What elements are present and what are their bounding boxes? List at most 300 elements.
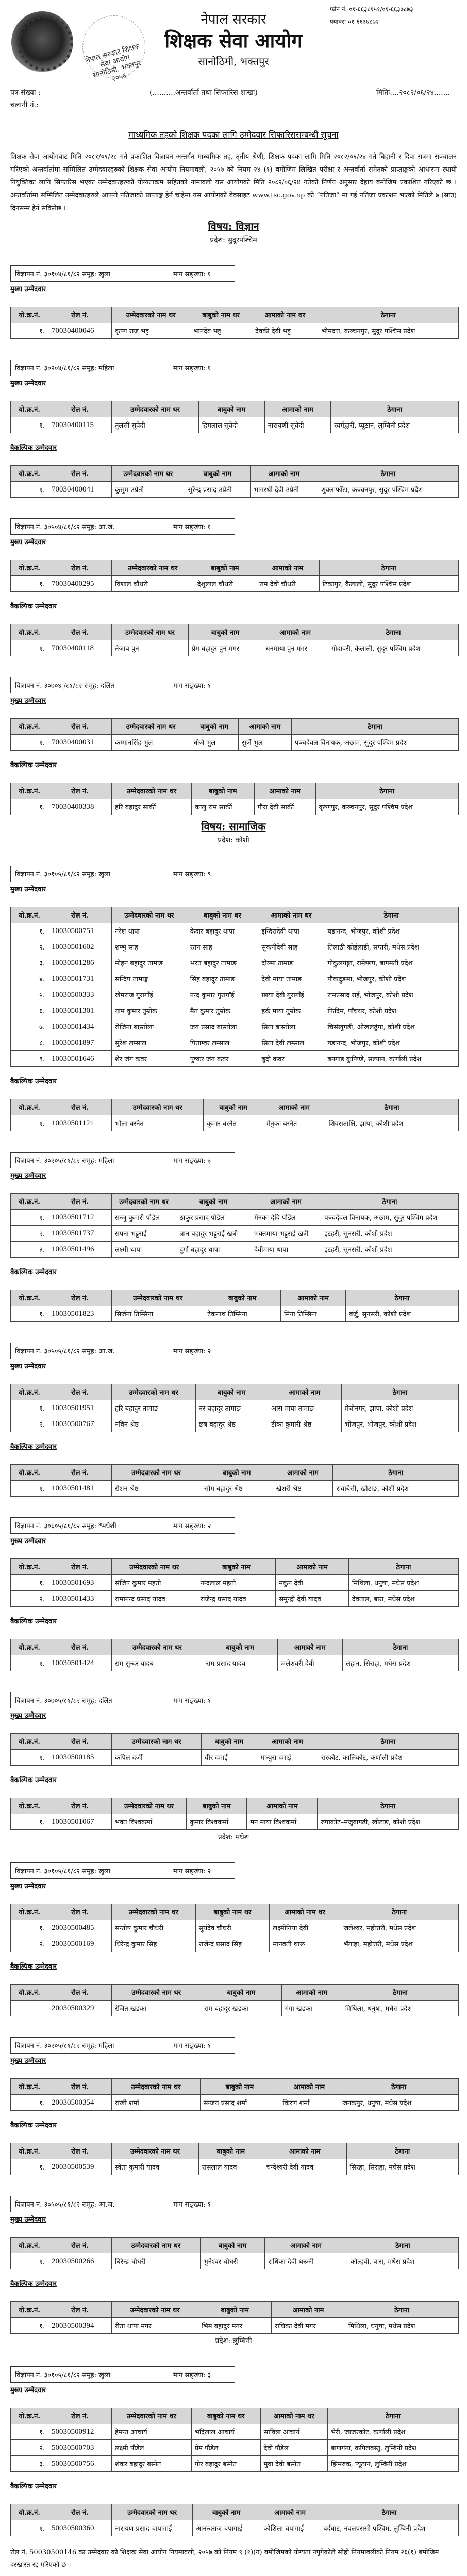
results-container	[0, 219, 467, 2576]
candidate-name: तुलसी सुवेदी	[112, 417, 199, 433]
address: कृष्णपुर, कञ्चनपुर, सुदुर पश्चिम प्रदेश	[315, 799, 458, 815]
column-header: बाबुको नाम	[204, 1290, 281, 1306]
advertisement-box	[10, 265, 235, 282]
table-row	[11, 2095, 459, 2111]
demand-count: माग सङ्ख्या: ३	[173, 2371, 211, 2379]
column-header: आमाको नाम थर	[252, 307, 318, 323]
table-header-row	[11, 1099, 459, 1115]
father-name: प्रेम बहादुर पुन मगर	[188, 640, 262, 656]
advertisement-number: विज्ञापन नं. ३०२०५/८१/८२ समूह: महिला	[11, 2038, 169, 2053]
column-header: रोल नं.	[48, 1639, 112, 1655]
column-header: यो.क्र.नं.	[11, 1384, 48, 1400]
serial-number: ३.	[11, 955, 48, 971]
ref-label: पत्र संख्या :	[10, 89, 41, 97]
candidate-name: रोशन श्रेष्ठ	[112, 1481, 201, 1497]
father-name: कुमार विश्वकर्मा	[187, 1814, 247, 1830]
table-row	[11, 2159, 459, 2175]
main-candidates-label: मुख्य उम्मेदवार	[10, 2386, 46, 2394]
father-name: ठाकुर प्रसाद पौडेल	[176, 1210, 251, 1226]
province-heading: प्रदेश: मधेश	[218, 1833, 249, 1841]
fax-number: फ्याक्स ०१-६६३७८७२	[330, 18, 379, 25]
serial-number: १.	[11, 1400, 48, 1416]
advertisement-box	[10, 518, 235, 535]
mother-name: धनमाया पुन मगर	[262, 640, 328, 656]
father-name: कालु राम सार्की	[192, 799, 255, 815]
address: मिथिला, धनुषा, मधेस प्रदेश	[348, 1575, 458, 1591]
alternate-candidates-label: बैकल्पिक उम्मेदवार	[10, 1776, 57, 1784]
column-header: यो.क्र.नं.	[11, 1985, 48, 2001]
column-header: बाबुको नाम थर	[187, 907, 258, 923]
column-header: उम्मेदवारको नाम थर	[112, 401, 199, 417]
father-name: रासलाल यादव	[198, 2159, 263, 2175]
column-header: उम्मेदवारको नाम थर	[112, 1099, 204, 1115]
serial-number: ६.	[11, 1003, 48, 1019]
address: बनगाड कुपिण्डे, सल्यान, कर्णाली प्रदेश	[324, 1051, 459, 1067]
column-header: ठेगाना	[325, 1099, 459, 1115]
advertisement-number: विज्ञापन नं. ३०२०५/८१/८२ समूह: महिला	[11, 1153, 169, 1168]
serial-number: १.	[11, 2318, 48, 2334]
mother-name: देवीमाया थापा	[251, 1242, 321, 1258]
letterhead	[0, 0, 467, 88]
father-name: हिमलाल सुवेदी	[198, 417, 264, 433]
candidate-name: रंजित खडका	[112, 2001, 201, 2016]
column-header: ठेगाना	[327, 2408, 458, 2424]
mother-name: इन्दिरादेवी थापा	[258, 923, 324, 939]
mother-name: मिना तिम्सिना	[281, 1306, 346, 1322]
column-header: बाबुको नाम	[202, 1734, 257, 1750]
mother-name: समुन्द्री देवी यादव	[276, 1591, 349, 1607]
phone-number: फोन नं. ०१-६६३८१५१/०१-६६३७८७३	[330, 6, 413, 13]
roll-number: 10030501496	[48, 1242, 112, 1258]
candidate-name: सन्तोष कुमार चौधरी	[112, 1920, 196, 1936]
serial-number: ८.	[11, 1035, 48, 1051]
table-row	[11, 1814, 459, 1830]
column-header: ठेगाना	[318, 1734, 458, 1750]
mother-name: लक्ष्मीनिया देवी	[270, 1920, 340, 1936]
column-header: रोल नं.	[48, 2302, 112, 2318]
father-name: कुमार बस्नेत	[204, 1115, 263, 1131]
mother-name: खेशरी श्रेष्ठ	[273, 1481, 333, 1497]
candidate-name: मोहन बहादुर तामाङ	[112, 955, 187, 971]
column-header: रोल नं.	[48, 624, 112, 640]
column-header: यो.क्र.नं.	[11, 1798, 48, 1814]
roll-number: 10030500767	[48, 1416, 112, 1432]
candidate-table	[10, 1733, 459, 1766]
advertisement-box	[10, 360, 235, 376]
column-header: आमाको नाम	[272, 2302, 345, 2318]
column-header: बाबुको नाम	[185, 466, 250, 482]
column-header: उम्मेदवारको नाम थर	[112, 2079, 201, 2095]
address: फिदिम, पाँचथर, कोशी प्रदेश	[324, 1003, 459, 1019]
column-header: यो.क्र.नं.	[11, 1099, 48, 1115]
column-header: ठेगाना	[324, 907, 459, 923]
table-row	[11, 923, 459, 939]
serial-number: ३.	[11, 1242, 48, 1258]
candidate-table	[10, 1558, 459, 1607]
demand-count: माग सङ्ख्या: १	[173, 523, 211, 531]
column-header: रोल नं.	[48, 1290, 112, 1306]
roll-number: 50030500360	[48, 2520, 112, 2536]
candidate-table	[10, 2504, 459, 2536]
serial-number: ३.	[11, 2456, 48, 2472]
address: स्वर्गद्वारी, प्यूठान, लुम्बिनी प्रदेश	[331, 417, 459, 433]
serial-number: ९.	[11, 1051, 48, 1067]
column-header: आमाको नाम	[273, 1465, 333, 1481]
table-row	[11, 482, 459, 498]
mother-name: देवकी देवी भट्ट	[252, 323, 318, 339]
alternate-candidates-label: बैकल्पिक उम्मेदवार	[10, 2280, 57, 2288]
table-row	[11, 1003, 459, 1019]
candidate-name: धिरेन्द्र कुमार सिंह	[112, 1936, 196, 1952]
column-header: रोल नं.	[48, 719, 112, 735]
alternate-candidates-label: बैकल्पिक उम्मेदवार	[10, 1268, 57, 1276]
candidate-table	[10, 2237, 459, 2269]
father-name: राजेन्द्र प्रसाद सिंह	[195, 1936, 269, 1952]
column-header: आमाको नाम	[281, 1290, 346, 1306]
father-name: भानदेव भट्ट	[190, 323, 252, 339]
column-header: ठेगाना	[320, 2504, 459, 2520]
roll-number: 20030500354	[48, 2095, 112, 2111]
column-header: रोल नं.	[48, 1734, 112, 1750]
column-header: रोल नं.	[48, 2504, 112, 2520]
mother-name: देवी पौडेल	[260, 2440, 327, 2456]
table-header-row	[11, 307, 459, 323]
demand-count: माग सङ्ख्या: १	[173, 365, 211, 372]
roll-number: 10030500751	[48, 923, 112, 939]
serial-number: १.	[11, 2520, 48, 2536]
address: शिवसताक्षि, झापा, कोशी प्रदेश	[325, 1115, 459, 1131]
candidate-name: भोला बस्नेत	[112, 1115, 204, 1131]
column-header: उम्मेदवारको नाम थर	[112, 719, 190, 735]
column-header: बाबुको नाम	[176, 1194, 251, 1210]
father-name: राम प्रसाद यादब	[203, 1655, 277, 1671]
roll-number: 70030400046	[48, 323, 112, 339]
table-header-row	[11, 1798, 459, 1814]
address: षडानन्द, भोजपुर, कोशी प्रदेश	[324, 1035, 459, 1051]
column-header: ठेगाना	[340, 1904, 459, 1920]
roll-number: 20030500539	[48, 2159, 112, 2175]
branch-name: (..........अन्तर्वार्ता तथा सिफारिस शाखा)	[149, 89, 258, 97]
column-header: उम्मेदवारको नाम थर	[112, 624, 189, 640]
advertisement-box	[10, 1692, 235, 1708]
table-row	[11, 2520, 459, 2536]
column-header: ठेगाना	[318, 307, 459, 323]
candidate-table	[10, 465, 459, 498]
father-name: जय प्रसाद बास्तोला	[187, 1019, 258, 1035]
candidate-table	[10, 1290, 459, 1322]
roll-number: 10030501301	[48, 1003, 112, 1019]
column-header: रोल नं.	[48, 2143, 112, 2159]
address: बर्जु, सुनसरी, कोशी प्रदेश	[346, 1306, 459, 1322]
roll-number: 70030400338	[48, 799, 112, 815]
column-header: आमाको नाम थर	[260, 2408, 327, 2424]
organization-address: सानोठिमी, भक्तपुर	[198, 55, 269, 67]
table-row	[11, 2253, 459, 2269]
alternate-candidates-label: बैकल्पिक उम्मेदवार	[10, 1618, 57, 1625]
roll-number: 20030500394	[48, 2318, 112, 2334]
candidate-table	[10, 1798, 459, 1830]
column-header: उम्मेदवारको नाम थर	[112, 560, 194, 576]
column-header: उम्मेदवारको नाम थर	[112, 1290, 204, 1306]
candidate-name: शंकर बहादुर बस्नेत	[112, 2456, 192, 2472]
father-name: पुष्कर जंग कवर	[187, 1051, 258, 1067]
candidate-name: नरेश थापा	[112, 923, 187, 939]
column-header: उम्मेदवारको नाम थर	[112, 1639, 203, 1655]
column-header: उम्मेदवारको नाम थर	[112, 307, 190, 323]
mother-name: राधिका देवी थरूनी	[265, 2253, 347, 2269]
column-header: उम्मेदवारको नाम थर	[112, 2408, 192, 2424]
column-header: आमाको नाम	[263, 2143, 346, 2159]
column-header: ठेगाना	[348, 1559, 458, 1575]
candidate-table	[10, 307, 459, 339]
address: इटहरी, सुनसरी, कोशी प्रदेश	[321, 1226, 459, 1242]
father-name: भद्रिलाल आचार्य	[191, 2424, 260, 2440]
candidate-table	[10, 783, 459, 815]
cancellation-note: रोल नं. 50030500146 का उम्मेदवार को शिक्षक सेवा आयोग नियमावली, २०५७ को नियम ९ (१)(ग) बमोजिमको योग्यता नपुगेकोले सोही नियमावलीको नियम २६(१) बमोजिम दरखास्त रद्द गरिएको छ ।	[10, 2549, 439, 2569]
chalani-label: चलानी नं.:	[10, 101, 39, 109]
table-header-row	[11, 2079, 459, 2095]
address: इटहरी, सुनसरी, कोशी प्रदेश	[321, 1242, 459, 1258]
address: भीमदत्त, कञ्चनपुर, सुदुर पश्चिम प्रदेश	[318, 323, 459, 339]
mother-name: राम देवी चौधरी	[256, 576, 319, 592]
demand-count: माग सङ्ख्या: २	[173, 1348, 211, 1355]
candidate-name: नारायण प्रसाद चापागाईं	[112, 2520, 193, 2536]
advertisement-box	[10, 1152, 235, 1168]
serial-number: १.	[11, 1481, 48, 1497]
table-row	[11, 2440, 459, 2456]
address: पौवादुङमा, भोजपुर, कोशी प्रदेश	[324, 971, 459, 987]
column-header: बाबुको नाम	[201, 1985, 282, 2001]
advertisement-number: विज्ञापन नं. ३०७०५/८१/८२ समूह: दलित	[11, 1692, 169, 1708]
column-header: उम्मेदवारको नाम थर	[112, 2238, 201, 2253]
column-header: आमाको नाम	[264, 401, 331, 417]
table-row	[11, 640, 459, 656]
table-row	[11, 987, 459, 1003]
roll-number: 70030400118	[48, 640, 112, 656]
main-candidates-label: मुख्य उम्मेदवार	[10, 1883, 46, 1890]
serial-number: १.	[11, 923, 48, 939]
government-name: नेपाल सरकार	[201, 12, 266, 27]
roll-number: 10030501737	[48, 1226, 112, 1242]
main-candidates-label: मुख्य उम्मेदवार	[10, 697, 46, 705]
address: शुक्लाफाँटा, कञ्चनपुर, सुदुर पश्चिम प्रदेश	[318, 482, 458, 498]
candidate-name: खेमराज गुरागाँई	[112, 987, 187, 1003]
column-header: आमाको नाम	[276, 1559, 349, 1575]
column-header: यो.क्र.नं.	[11, 624, 48, 640]
mother-name: हर्क माया तुम्रोक	[258, 1003, 324, 1019]
mother-name: चन्देश्वरी देवी यादव	[263, 2159, 346, 2175]
column-header: रोल नं.	[48, 1384, 112, 1400]
roll-number: 10030501731	[48, 971, 112, 987]
table-row	[11, 1936, 459, 1952]
candidate-table	[10, 624, 459, 656]
advertisement-box	[10, 866, 235, 882]
table-row	[11, 576, 459, 592]
column-header: उम्मेदवारको नाम थर	[112, 2504, 193, 2520]
serial-number: १.	[11, 1814, 48, 1830]
roll-number: 10030501286	[48, 955, 112, 971]
mother-name: टीका कुमारी श्रेष्ठ	[268, 1416, 342, 1432]
father-name: सिंह बहादुर तामाङ	[187, 971, 258, 987]
column-header: ठेगाना	[341, 1384, 458, 1400]
column-header: बाबुको नाम	[190, 719, 239, 735]
mother-name: मेनका देवि पौडेल	[251, 1210, 321, 1226]
father-name: राम बहादुर खडका	[201, 2001, 282, 2016]
roll-number: 10030501951	[48, 1400, 112, 1416]
roll-number: 50030500912	[48, 2424, 112, 2440]
father-name: भरत बहादुर तामाङ	[187, 955, 258, 971]
roll-number: 10030501897	[48, 1035, 112, 1051]
demand-count: माग सङ्ख्या: ९	[173, 871, 211, 878]
mother-name: भागरथी देवी उप्रेती	[250, 482, 318, 498]
table-header-row	[11, 2143, 459, 2159]
table-row	[11, 1210, 459, 1226]
father-name: केदार बहादुर थापा	[187, 923, 258, 939]
table-header-row	[11, 1734, 459, 1750]
candidate-table	[10, 1904, 459, 1952]
table-header-row	[11, 1639, 459, 1655]
roll-number: 10030501646	[48, 1051, 112, 1067]
table-row	[11, 1655, 459, 1671]
roll-number: 10030500333	[48, 987, 112, 1003]
subject-heading: विषय: विज्ञान	[208, 220, 259, 232]
column-header: उम्मेदवारको नाम थर	[112, 1985, 201, 2001]
column-header: यो.क्र.नं.	[11, 307, 48, 323]
candidate-name: कृष्ण राज भट्ट	[112, 323, 190, 339]
table-header-row	[11, 1985, 459, 2001]
table-row	[11, 1591, 459, 1607]
alternate-candidates-label: बैकल्पिक उम्मेदवार	[10, 761, 57, 769]
address: भँगाहा, महोत्तरी, मधेस प्रदेश	[340, 1936, 459, 1952]
address: मेचीनगर, झापा, कोशी प्रदेश	[341, 1400, 458, 1416]
mother-name: कौशिला चपागाई	[260, 2520, 320, 2536]
candidate-name: हरि बहादुर सार्की	[112, 799, 192, 815]
column-header: आमाको नाम	[254, 783, 315, 799]
column-header: उम्मेदवारको नाम थर	[112, 1384, 196, 1400]
column-header: ठेगाना	[346, 1290, 459, 1306]
column-header: आमाको नाम	[260, 2504, 320, 2520]
alternate-candidates-label: बैकल्पिक उम्मेदवार	[10, 2122, 57, 2129]
advertisement-number: विज्ञापन नं. ३०२०४/८१/८२ समूह: महिला	[11, 360, 169, 376]
father-name: प्रेम पौडेल	[191, 2440, 260, 2456]
column-header: बाबुको नाम	[198, 2143, 263, 2159]
table-row	[11, 939, 459, 955]
roll-number: 10030501067	[48, 1814, 112, 1830]
column-header: आमाको नाम	[262, 624, 328, 640]
demand-count: माग सङ्ख्या: १	[173, 2042, 211, 2050]
roll-number: 10030501712	[48, 1210, 112, 1226]
alternate-candidates-label: बैकल्पिक उम्मेदवार	[10, 2483, 57, 2490]
column-header: उम्मेदवारको नाम थर	[112, 1798, 187, 1814]
mother-name: सावित्रा आचार्य	[260, 2424, 327, 2440]
demand-count: माग सङ्ख्या: १	[173, 1697, 211, 1705]
candidate-table	[10, 718, 459, 751]
column-header: रोल नं.	[48, 1904, 112, 1920]
serial-number: १.	[11, 2424, 48, 2440]
column-header: यो.क्र.नं.	[11, 2238, 48, 2253]
father-name: सोम बहादुर श्रेष्ठ	[201, 1481, 273, 1497]
column-header: बाबुको नाम	[192, 783, 255, 799]
column-header: रोल नं.	[48, 307, 112, 323]
table-header-row	[11, 624, 459, 640]
column-header: यो.क्र.नं.	[11, 907, 48, 923]
address: बाणगंगा, कपिलबस्तु, लुम्बिनी प्रदेश	[327, 2440, 458, 2456]
column-header: आमाको नाम	[256, 560, 319, 576]
roll-number: 10030501424	[48, 1655, 112, 1671]
column-header: आमाको नाम	[279, 2079, 339, 2095]
candidate-table	[10, 2078, 459, 2111]
column-header: रोल नं.	[48, 466, 112, 482]
column-header: बाबुको नाम	[204, 1099, 263, 1115]
column-header: बाबुको नाम थर	[191, 2408, 260, 2424]
serial-number: १.	[11, 799, 48, 815]
candidate-table	[10, 907, 459, 1067]
column-header: ठेगाना	[319, 560, 459, 576]
column-header: यो.क्र.नं.	[11, 2408, 48, 2424]
table-row	[11, 417, 459, 433]
serial-number: १.	[11, 1115, 48, 1131]
column-header: रोल नं.	[48, 907, 112, 923]
column-header: आमाको नाम थर	[258, 907, 324, 923]
table-header-row	[11, 783, 459, 799]
mother-name: मुवा देवी बस्नेत	[260, 2456, 327, 2472]
mother-name: सिता देवी लम्साल	[258, 1035, 324, 1051]
table-row	[11, 1750, 459, 1766]
column-header: ठेगाना	[318, 1798, 459, 1814]
column-header: यो.क्र.नं.	[11, 2079, 48, 2095]
serial-number: १.	[11, 735, 48, 751]
father-name: देशुलाल चौधरी	[194, 576, 256, 592]
column-header: यो.क्र.नं.	[11, 1290, 48, 1306]
address: गोदावरी, कैलाली, सुदुर पश्चिम प्रदेश	[328, 640, 459, 656]
column-header: बाबुको नाम	[203, 1639, 277, 1655]
candidate-table	[10, 560, 459, 592]
table-header-row	[11, 907, 459, 923]
serial-number: १.	[11, 417, 48, 433]
roll-number: 70030400031	[48, 735, 112, 751]
advertisement-box	[10, 2196, 235, 2212]
serial-number: १.	[11, 2095, 48, 2111]
table-header-row	[11, 2302, 459, 2318]
notice-title: माध्यमिक तहको शिक्षक पदका लागि उम्मेदवार सिफारिससम्बन्धी सूचना	[128, 130, 339, 140]
mother-name: मकुन देवी	[276, 1575, 349, 1591]
roll-number: 10030501693	[48, 1575, 112, 1591]
father-name: दुर्गा बहादुर थापा	[176, 1242, 251, 1258]
column-header: आमाको नाम थर	[270, 1904, 340, 1920]
serial-number: ४.	[11, 971, 48, 987]
father-name: भिम बहादुर मगर	[198, 2318, 272, 2334]
main-candidates-label: मुख्य उम्मेदवार	[10, 1537, 46, 1545]
roll-number: 10030501121	[48, 1115, 112, 1131]
column-header: ठेगाना	[333, 1465, 459, 1481]
column-header: बाबुको नाम	[187, 1798, 247, 1814]
candidate-name: नविन श्रेष्ठ	[112, 1416, 196, 1432]
address: रामप्रसाद राई, भोजपुर, कोशी प्रदेश	[324, 987, 459, 1003]
column-header: आमाको नाम	[281, 1985, 342, 2001]
address: रावाबेसी, खोटाङ, कोशी प्रदेश	[333, 1481, 459, 1497]
letter-meta	[0, 88, 467, 113]
candidate-name: हेमन्त आचार्य	[112, 2424, 192, 2440]
table-header-row	[11, 719, 459, 735]
father-name: आनन्दराज चपागाई	[193, 2520, 260, 2536]
candidate-name: रीता थापा मगर	[112, 2318, 198, 2334]
address: टिकापुर, कैलाली, सुदुर पश्चिम प्रदेश	[319, 576, 459, 592]
table-row	[11, 1019, 459, 1035]
seal-text: नेपाल सरकार शिक्षक सेवा आयोग सानोठिमी, भक्तपुर २०५६	[85, 42, 142, 83]
serial-number: २.	[11, 1591, 48, 1607]
column-header: बाबुको नाम	[200, 2079, 279, 2095]
column-header: ठेगाना	[315, 783, 458, 799]
